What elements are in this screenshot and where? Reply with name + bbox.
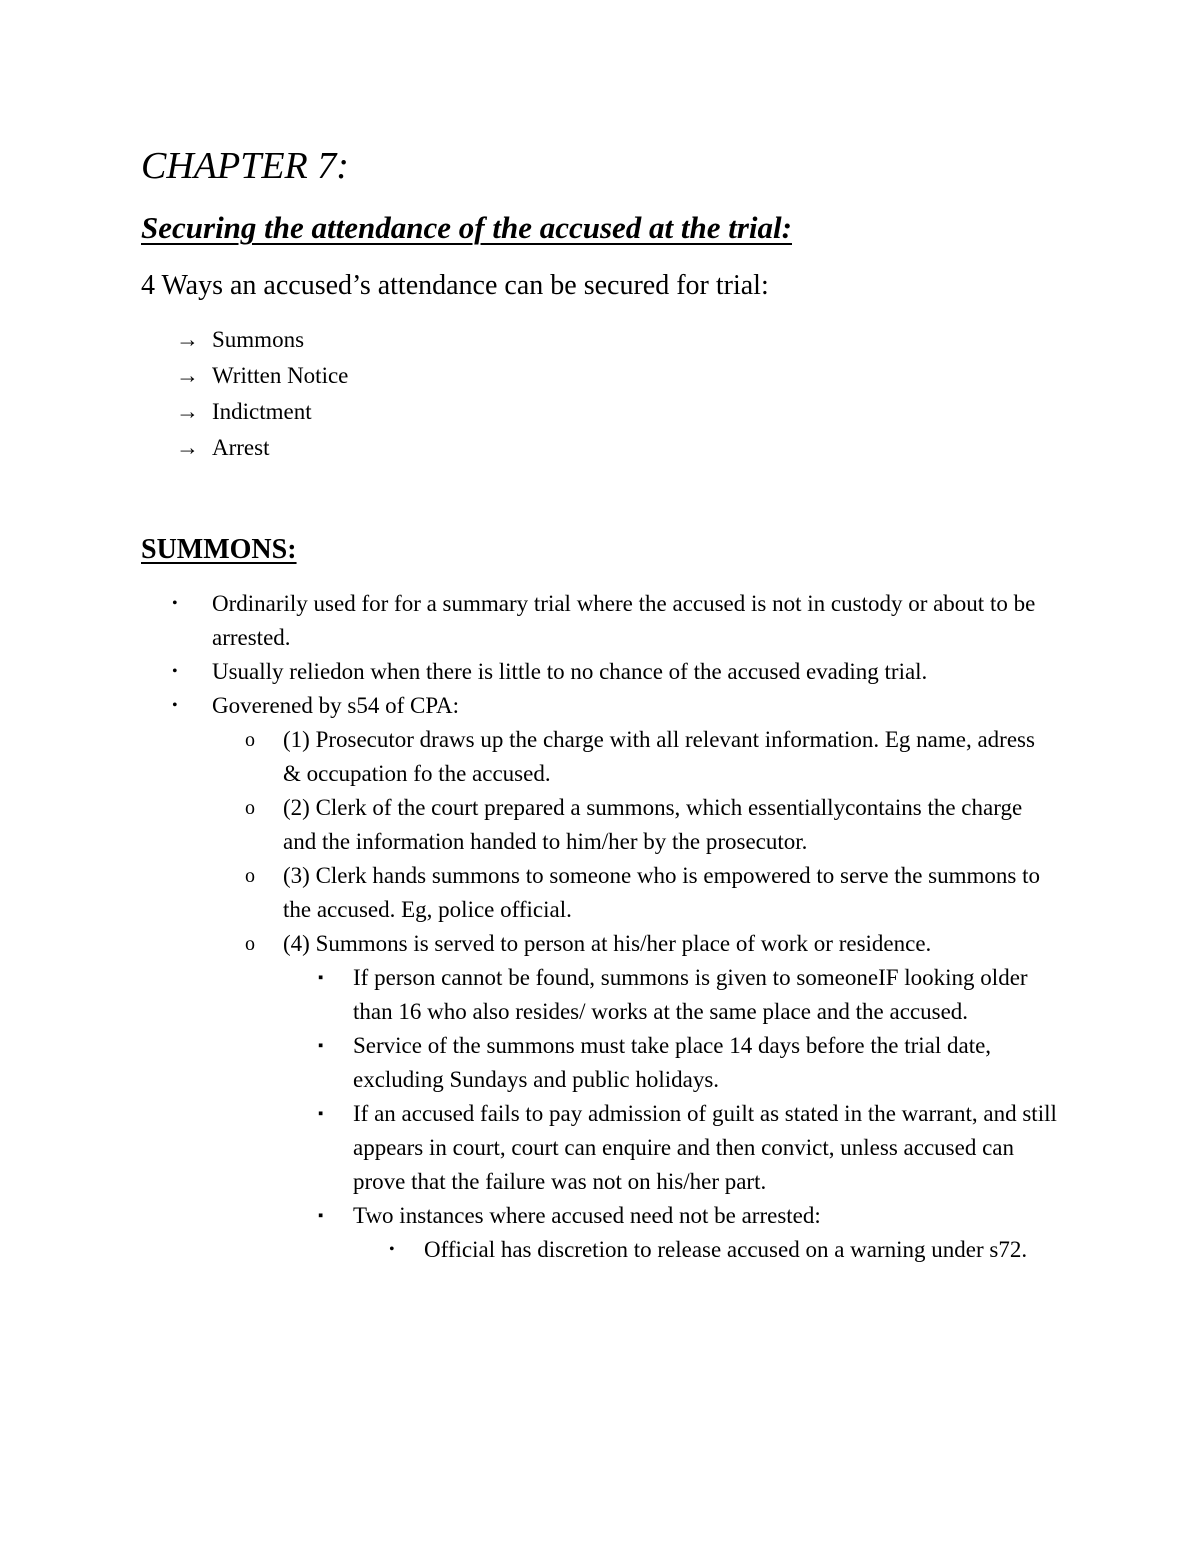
list-item bbox=[176, 322, 348, 358]
sub-point-text: Service of the summons must take place 14 days before the trial date, excluding Sundays and public holidays. bbox=[353, 1033, 992, 1092]
arrow-icon: → bbox=[176, 435, 199, 460]
list-item bbox=[0, 655, 1042, 689]
step-text: (4) Summons is served to person at his/her place of work or residence. bbox=[283, 931, 932, 956]
list-item bbox=[0, 1233, 1044, 1267]
intro-line: 4 Ways an accused’s attendance can be secured for trial: bbox=[141, 270, 769, 301]
bullet-icon: • bbox=[172, 595, 178, 612]
instance-text: Official has discretion to release accused on a warning under s72. bbox=[424, 1237, 1028, 1262]
circle-bullet-icon: o bbox=[245, 729, 255, 751]
list-item bbox=[0, 927, 1058, 961]
list-item bbox=[0, 791, 1058, 859]
step-text: (1) Prosecutor draws up the charge with all relevant information. Eg name, adress & occupation fo the accused. bbox=[283, 727, 1035, 786]
sub-point-text: If person cannot be found, summons is given to someoneIF looking older than 16 who also resides/ works at the same place and the accused. bbox=[353, 965, 1028, 1024]
list-item bbox=[0, 1097, 1058, 1199]
list-item bbox=[0, 859, 1058, 927]
summons-body bbox=[0, 587, 1200, 1267]
bullet-text: Usually reliedon when there is little to no chance of the accused evading trial. bbox=[212, 659, 928, 684]
list-item bbox=[176, 358, 348, 394]
square-bullet-icon: ▪ bbox=[318, 1106, 324, 1122]
summons-heading: SUMMONS: bbox=[141, 534, 297, 565]
arrow-icon: → bbox=[176, 363, 199, 388]
ways-list bbox=[176, 322, 348, 466]
list-item bbox=[0, 689, 1042, 723]
bullet-icon: • bbox=[172, 697, 178, 714]
step-text: (2) Clerk of the court prepared a summons, which essentiallycontains the charge and the information handed to him/her by the prosecutor. bbox=[283, 795, 1023, 854]
section-heading: Securing the attendance of the accused at the trial: bbox=[141, 210, 792, 245]
square-bullet-icon: ▪ bbox=[318, 1208, 324, 1224]
list-item bbox=[0, 961, 1058, 1029]
list-item bbox=[0, 723, 1058, 791]
way-label: Arrest bbox=[212, 435, 270, 460]
bullet-text: Goverened by s54 of CPA: bbox=[212, 693, 460, 718]
sub-point-text: If an accused fails to pay admission of guilt as stated in the warrant, and still appears in court, court can enquire and then convict, unless accused can prove that the failure was not on his/her part. bbox=[353, 1101, 1057, 1194]
list-item bbox=[0, 1029, 1058, 1097]
bullet-text: Ordinarily used for for a summary trial where the accused is not in custody or about to be arrested. bbox=[212, 591, 1036, 650]
square-bullet-icon: ▪ bbox=[318, 970, 324, 986]
circle-bullet-icon: o bbox=[245, 797, 255, 819]
list-item bbox=[0, 587, 1042, 655]
bullet-icon: • bbox=[172, 663, 178, 680]
circle-bullet-icon: o bbox=[245, 865, 255, 887]
circle-bullet-icon: o bbox=[245, 933, 255, 955]
list-item bbox=[176, 430, 348, 466]
way-label: Indictment bbox=[212, 399, 312, 424]
arrow-icon: → bbox=[176, 327, 199, 352]
square-bullet-icon: ▪ bbox=[318, 1038, 324, 1054]
bullet-icon: • bbox=[389, 1241, 395, 1258]
sub-point-text: Two instances where accused need not be arrested: bbox=[353, 1203, 821, 1228]
arrow-icon: → bbox=[176, 399, 199, 424]
step-text: (3) Clerk hands summons to someone who is empowered to serve the summons to the accused. Eg, police official. bbox=[283, 863, 1040, 922]
list-item bbox=[176, 394, 348, 430]
list-item bbox=[0, 1199, 1058, 1233]
way-label: Written Notice bbox=[212, 363, 349, 388]
chapter-title: CHAPTER 7: bbox=[141, 145, 349, 187]
way-label: Summons bbox=[212, 327, 305, 352]
